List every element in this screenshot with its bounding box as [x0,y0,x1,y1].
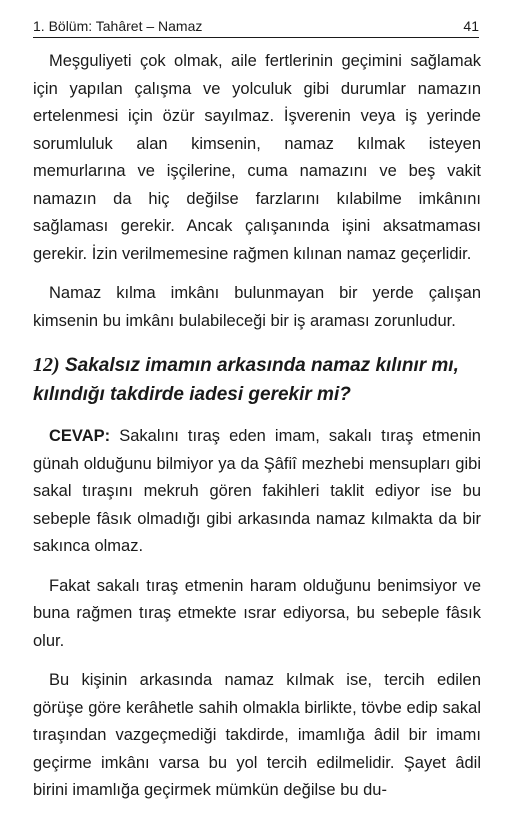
question-heading [33,351,481,409]
answer-paragraph-2: Fakat sakalı tıraş etmenin haram olduğunu benimsiyor ve buna rağmen tıraş etmekte ısrar ediyorsa, bu sebeple fâsık olur. [33,576,481,650]
answer-paragraph-3: Bu kişinin arkasında namaz kılmak ise, tercih edilen görüşe göre kerâhetle sahih olmakla birlikte, tövbe edip sakal tıraşından vazgeçmediği takdirde, imamlığa âdil bir imamı geçirme imkânı varsa bu yol tercih edilmelidir. Şayet âdil birini imamlığa geçirmek mümkün değilse bu du- [33,671,481,799]
answer-label: CEVAP: [49,427,111,445]
running-title: 1. Bölüm: Tahâret – Namaz [33,18,203,34]
question-text: Sakalsız imamın arkasında namaz kılınır mı, kılındığı takdirde iadesi gerekir mi? [33,355,459,405]
page-body [33,48,481,817]
page-header [33,18,479,38]
body-paragraph-1: Meşguliyeti çok olmak, aile fertlerinin geçimini sağlamak için yapılan çalışma ve yolculuk gibi durumlar namazın ertelenmesi için özür sayılmaz. İşverenin veya iş yerinde sorumluluk alan kimsenin, namaz kılmak isteyen memurlarına ve işçilerine, cuma namazını ve beş vakit namazın da hiç değilse farzlarını kılabilme imkânını sağlaması gerekir. Ancak çalışanında işini aksatmaması gerekir. İzin verilmemesine rağmen kılınan namaz geçerlidir. [33,52,481,263]
question-number: 12) [33,354,60,376]
answer-text-1: Sakalını tıraş eden imam, sakalı tıraş etmenin günah olduğunu bilmiyor ya da Şâfiî mezhebi mensupları gibi sakal tıraşını mekruh gören fakihleri taklit ediyor ise bu sebeple fâsık olmadığı gibi arkasında namaz kılmakta da bir sakınca olmaz. [33,427,481,555]
answer-paragraph-1 [33,423,481,561]
page-number: 41 [463,18,479,34]
body-paragraph-2: Namaz kılma imkânı bulunmayan bir yerde çalışan kimsenin bu imkânı bulabileceği bir iş araması zorunludur. [33,284,481,330]
